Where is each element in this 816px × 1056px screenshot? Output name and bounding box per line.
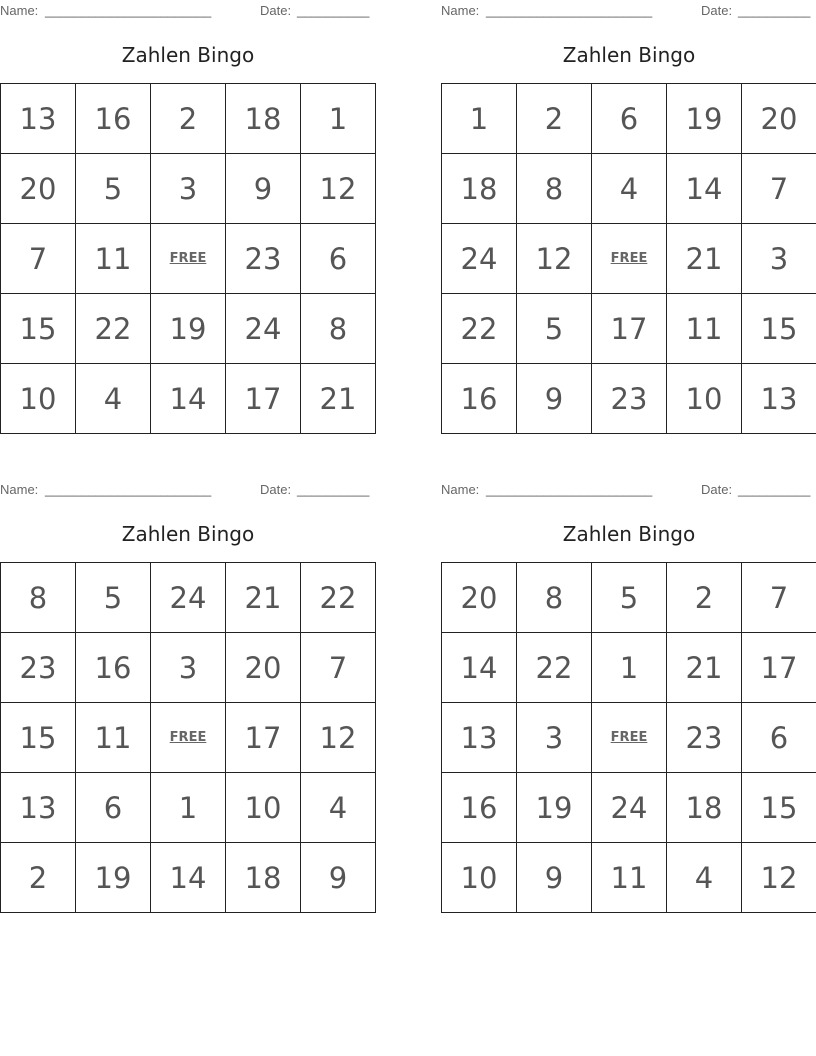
date-blank-line: __________ — [738, 3, 811, 18]
bingo-number-cell: 6 — [742, 703, 816, 773]
bingo-number-cell: 16 — [76, 633, 151, 703]
bingo-number-cell: 18 — [226, 84, 301, 154]
bingo-row — [1, 703, 376, 773]
bingo-number-cell: 24 — [442, 224, 517, 294]
bingo-number-cell: 8 — [1, 563, 76, 633]
bingo-row — [442, 364, 816, 434]
card-title: Zahlen Bingo — [121, 522, 255, 546]
bingo-number-cell: 17 — [592, 294, 667, 364]
name-label: Name: — [441, 482, 480, 497]
name-blank-line: _______________________ — [45, 482, 212, 497]
bingo-row — [1, 843, 376, 913]
bingo-number-cell: 2 — [517, 84, 592, 154]
bingo-row — [1, 224, 376, 294]
bingo-number-cell: 5 — [517, 294, 592, 364]
bingo-card — [441, 0, 816, 416]
bingo-number-cell: 2 — [151, 84, 226, 154]
bingo-row — [1, 633, 376, 703]
card-title: Zahlen Bingo — [562, 43, 696, 67]
bingo-number-cell: 2 — [667, 563, 742, 633]
bingo-number-cell: 20 — [742, 84, 816, 154]
bingo-number-cell: 1 — [592, 633, 667, 703]
bingo-number-cell: 8 — [517, 563, 592, 633]
bingo-number-cell: 19 — [76, 843, 151, 913]
bingo-number-cell: 18 — [226, 843, 301, 913]
bingo-number-cell: 13 — [442, 703, 517, 773]
bingo-number-cell: 20 — [442, 563, 517, 633]
date-blank-line: __________ — [297, 482, 370, 497]
card-header-fields — [0, 479, 376, 503]
bingo-number-cell: 7 — [742, 563, 816, 633]
bingo-number-cell: 16 — [76, 84, 151, 154]
free-space-cell: FREE — [151, 224, 226, 294]
bingo-number-cell: 9 — [301, 843, 376, 913]
bingo-number-cell: 10 — [226, 773, 301, 843]
bingo-row — [1, 84, 376, 154]
bingo-number-cell: 6 — [76, 773, 151, 843]
name-label: Name: — [441, 3, 480, 18]
bingo-number-cell: 18 — [442, 154, 517, 224]
bingo-row — [442, 773, 816, 843]
bingo-number-cell: 10 — [442, 843, 517, 913]
bingo-number-cell: 2 — [1, 843, 76, 913]
bingo-number-cell: 5 — [76, 563, 151, 633]
bingo-number-cell: 7 — [1, 224, 76, 294]
bingo-number-cell: 11 — [76, 224, 151, 294]
bingo-number-cell: 14 — [667, 154, 742, 224]
bingo-row — [442, 84, 816, 154]
card-title: Zahlen Bingo — [121, 43, 255, 67]
bingo-number-cell: 12 — [742, 843, 816, 913]
bingo-number-cell: 21 — [667, 633, 742, 703]
bingo-row — [442, 154, 816, 224]
name-blank-line: _______________________ — [486, 3, 653, 18]
bingo-row — [442, 843, 816, 913]
bingo-number-cell: 8 — [301, 294, 376, 364]
bingo-row — [442, 563, 816, 633]
bingo-row — [442, 633, 816, 703]
free-space-cell: FREE — [592, 703, 667, 773]
bingo-number-cell: 9 — [517, 364, 592, 434]
bingo-number-cell: 18 — [667, 773, 742, 843]
bingo-number-cell: 6 — [592, 84, 667, 154]
bingo-number-cell: 14 — [442, 633, 517, 703]
bingo-grid — [441, 562, 816, 913]
bingo-number-cell: 22 — [301, 563, 376, 633]
date-blank-line: __________ — [738, 482, 811, 497]
bingo-number-cell: 8 — [517, 154, 592, 224]
bingo-number-cell: 14 — [151, 364, 226, 434]
bingo-number-cell: 9 — [226, 154, 301, 224]
bingo-number-cell: 11 — [76, 703, 151, 773]
name-label: Name: — [0, 482, 39, 497]
bingo-number-cell: 4 — [667, 843, 742, 913]
bingo-number-cell: 15 — [742, 294, 816, 364]
bingo-card — [0, 479, 376, 895]
bingo-number-cell: 17 — [742, 633, 816, 703]
bingo-number-cell: 24 — [151, 563, 226, 633]
card-title: Zahlen Bingo — [562, 522, 696, 546]
bingo-number-cell: 3 — [151, 633, 226, 703]
date-label: Date: — [260, 482, 292, 497]
card-header-fields — [441, 479, 816, 503]
bingo-number-cell: 22 — [76, 294, 151, 364]
bingo-row — [1, 773, 376, 843]
bingo-number-cell: 17 — [226, 703, 301, 773]
bingo-row — [1, 364, 376, 434]
bingo-number-cell: 19 — [517, 773, 592, 843]
bingo-number-cell: 5 — [76, 154, 151, 224]
bingo-number-cell: 21 — [226, 563, 301, 633]
bingo-number-cell: 3 — [742, 224, 816, 294]
bingo-number-cell: 13 — [1, 773, 76, 843]
name-blank-line: _______________________ — [45, 3, 212, 18]
bingo-number-cell: 13 — [1, 84, 76, 154]
bingo-number-cell: 4 — [592, 154, 667, 224]
bingo-number-cell: 15 — [742, 773, 816, 843]
bingo-number-cell: 17 — [226, 364, 301, 434]
bingo-number-cell: 24 — [226, 294, 301, 364]
bingo-number-cell: 10 — [667, 364, 742, 434]
card-header-fields — [441, 0, 816, 24]
bingo-number-cell: 11 — [592, 843, 667, 913]
name-label: Name: — [0, 3, 39, 18]
free-space-cell: FREE — [592, 224, 667, 294]
bingo-number-cell: 22 — [442, 294, 517, 364]
card-header-fields — [0, 0, 376, 24]
bingo-number-cell: 12 — [517, 224, 592, 294]
bingo-row — [442, 294, 816, 364]
bingo-number-cell: 1 — [442, 84, 517, 154]
bingo-number-cell: 20 — [1, 154, 76, 224]
bingo-number-cell: 1 — [151, 773, 226, 843]
bingo-number-cell: 13 — [742, 364, 816, 434]
date-label: Date: — [701, 482, 733, 497]
bingo-number-cell: 3 — [517, 703, 592, 773]
bingo-number-cell: 23 — [1, 633, 76, 703]
bingo-number-cell: 7 — [742, 154, 816, 224]
bingo-number-cell: 5 — [592, 563, 667, 633]
bingo-number-cell: 16 — [442, 364, 517, 434]
bingo-number-cell: 23 — [226, 224, 301, 294]
bingo-grid — [441, 83, 816, 434]
bingo-number-cell: 6 — [301, 224, 376, 294]
bingo-number-cell: 22 — [517, 633, 592, 703]
bingo-number-cell: 4 — [76, 364, 151, 434]
bingo-number-cell: 1 — [301, 84, 376, 154]
bingo-number-cell: 15 — [1, 294, 76, 364]
bingo-row — [1, 294, 376, 364]
bingo-number-cell: 21 — [667, 224, 742, 294]
bingo-number-cell: 4 — [301, 773, 376, 843]
bingo-number-cell: 24 — [592, 773, 667, 843]
date-label: Date: — [260, 3, 292, 18]
bingo-number-cell: 23 — [667, 703, 742, 773]
bingo-grid — [0, 83, 376, 434]
bingo-number-cell: 21 — [301, 364, 376, 434]
bingo-row — [442, 703, 816, 773]
bingo-number-cell: 23 — [592, 364, 667, 434]
bingo-number-cell: 12 — [301, 154, 376, 224]
bingo-number-cell: 12 — [301, 703, 376, 773]
bingo-card — [0, 0, 376, 416]
bingo-number-cell: 10 — [1, 364, 76, 434]
bingo-number-cell: 16 — [442, 773, 517, 843]
bingo-row — [1, 563, 376, 633]
bingo-card — [441, 479, 816, 895]
bingo-grid — [0, 562, 376, 913]
bingo-number-cell: 19 — [667, 84, 742, 154]
bingo-row — [1, 154, 376, 224]
date-blank-line: __________ — [297, 3, 370, 18]
bingo-number-cell: 19 — [151, 294, 226, 364]
bingo-number-cell: 7 — [301, 633, 376, 703]
name-blank-line: _______________________ — [486, 482, 653, 497]
free-space-cell: FREE — [151, 703, 226, 773]
bingo-number-cell: 20 — [226, 633, 301, 703]
bingo-number-cell: 15 — [1, 703, 76, 773]
date-label: Date: — [701, 3, 733, 18]
bingo-row — [442, 224, 816, 294]
bingo-number-cell: 9 — [517, 843, 592, 913]
bingo-number-cell: 3 — [151, 154, 226, 224]
bingo-number-cell: 14 — [151, 843, 226, 913]
bingo-number-cell: 11 — [667, 294, 742, 364]
